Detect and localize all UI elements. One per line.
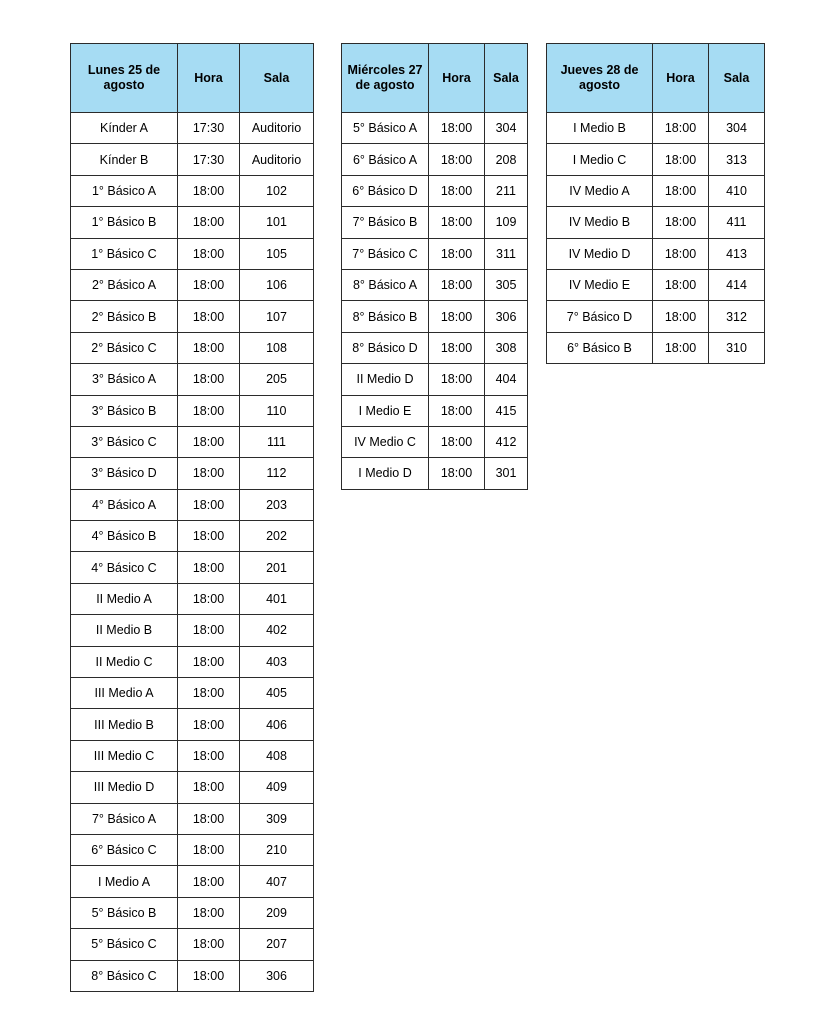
time-cell: 18:00: [178, 740, 240, 771]
table-row: [342, 301, 528, 332]
room-cell: 105: [240, 238, 314, 269]
time-cell: 18:00: [653, 269, 709, 300]
time-cell: 17:30: [178, 113, 240, 144]
table-row: [547, 175, 765, 206]
table-row: [342, 364, 528, 395]
room-cell: 310: [709, 332, 765, 363]
time-cell: 18:00: [429, 207, 485, 238]
table-header-row: [342, 44, 528, 113]
room-cell: 410: [709, 175, 765, 206]
course-cell: 8° Básico C: [71, 960, 178, 991]
room-cell: 412: [485, 426, 528, 457]
room-cell: 405: [240, 678, 314, 709]
room-cell: 208: [485, 144, 528, 175]
time-cell: 18:00: [653, 332, 709, 363]
table-row: [342, 426, 528, 457]
course-cell: I Medio D: [342, 458, 429, 489]
course-cell: 5° Básico A: [342, 113, 429, 144]
course-cell: III Medio A: [71, 678, 178, 709]
time-cell: 18:00: [178, 772, 240, 803]
room-cell: 407: [240, 866, 314, 897]
room-cell: 207: [240, 929, 314, 960]
table-row: [71, 458, 314, 489]
room-cell: 409: [240, 772, 314, 803]
time-cell: 18:00: [178, 175, 240, 206]
room-cell: 411: [709, 207, 765, 238]
course-cell: IV Medio D: [547, 238, 653, 269]
course-cell: I Medio C: [547, 144, 653, 175]
room-cell: 406: [240, 709, 314, 740]
room-cell: 108: [240, 332, 314, 363]
time-cell: 18:00: [178, 301, 240, 332]
time-cell: 18:00: [429, 332, 485, 363]
time-cell: 18:00: [429, 113, 485, 144]
table-row: [71, 332, 314, 363]
table-row: [547, 144, 765, 175]
room-cell: 304: [709, 113, 765, 144]
column-header-sala: Sala: [240, 44, 314, 113]
course-cell: 2° Básico A: [71, 269, 178, 300]
table-row: [342, 269, 528, 300]
course-cell: II Medio A: [71, 583, 178, 614]
room-cell: 309: [240, 803, 314, 834]
schedule-table-miercoles: [341, 43, 528, 490]
course-cell: 8° Básico B: [342, 301, 429, 332]
table-row: [547, 269, 765, 300]
column-header-day: Lunes 25 de agosto: [71, 44, 178, 113]
course-cell: 3° Básico B: [71, 395, 178, 426]
room-cell: 402: [240, 615, 314, 646]
course-cell: 6° Básico C: [71, 834, 178, 865]
time-cell: 18:00: [429, 238, 485, 269]
table-row: [71, 803, 314, 834]
table-row: [71, 583, 314, 614]
time-cell: 18:00: [653, 113, 709, 144]
time-cell: 18:00: [429, 144, 485, 175]
time-cell: 18:00: [429, 175, 485, 206]
room-cell: 203: [240, 489, 314, 520]
course-cell: 7° Básico D: [547, 301, 653, 332]
room-cell: 202: [240, 521, 314, 552]
table-row: [71, 269, 314, 300]
course-cell: IV Medio B: [547, 207, 653, 238]
room-cell: 306: [485, 301, 528, 332]
table-row: [71, 646, 314, 677]
table-row: [342, 144, 528, 175]
room-cell: 209: [240, 897, 314, 928]
room-cell: 205: [240, 364, 314, 395]
course-cell: 7° Básico C: [342, 238, 429, 269]
table-row: [71, 709, 314, 740]
time-cell: 18:00: [178, 646, 240, 677]
course-cell: 5° Básico B: [71, 897, 178, 928]
time-cell: 18:00: [178, 929, 240, 960]
table-header-row: [547, 44, 765, 113]
column-header-day: Jueves 28 de agosto: [547, 44, 653, 113]
course-cell: 3° Básico A: [71, 364, 178, 395]
time-cell: 18:00: [178, 364, 240, 395]
table-row: [71, 113, 314, 144]
course-cell: 5° Básico C: [71, 929, 178, 960]
time-cell: 18:00: [178, 552, 240, 583]
table-row: [547, 301, 765, 332]
room-cell: 313: [709, 144, 765, 175]
time-cell: 18:00: [178, 709, 240, 740]
time-cell: 18:00: [178, 458, 240, 489]
table-row: [71, 929, 314, 960]
course-cell: 1° Básico A: [71, 175, 178, 206]
room-cell: Auditorio: [240, 144, 314, 175]
room-cell: 210: [240, 834, 314, 865]
room-cell: 311: [485, 238, 528, 269]
table-row: [342, 175, 528, 206]
course-cell: II Medio D: [342, 364, 429, 395]
room-cell: 211: [485, 175, 528, 206]
table-row: [71, 772, 314, 803]
table-row: [342, 395, 528, 426]
room-cell: 413: [709, 238, 765, 269]
time-cell: 18:00: [429, 269, 485, 300]
table-row: [547, 113, 765, 144]
table-row: [71, 960, 314, 991]
time-cell: 18:00: [178, 207, 240, 238]
time-cell: 18:00: [178, 678, 240, 709]
table-row: [342, 207, 528, 238]
course-cell: 7° Básico A: [71, 803, 178, 834]
table-row: [71, 521, 314, 552]
time-cell: 18:00: [178, 960, 240, 991]
table-row: [71, 175, 314, 206]
time-cell: 18:00: [653, 207, 709, 238]
table-row: [342, 332, 528, 363]
room-cell: 312: [709, 301, 765, 332]
time-cell: 17:30: [178, 144, 240, 175]
table-row: [71, 301, 314, 332]
time-cell: 18:00: [653, 301, 709, 332]
room-cell: 306: [240, 960, 314, 991]
room-cell: Auditorio: [240, 113, 314, 144]
course-cell: 3° Básico D: [71, 458, 178, 489]
table-row: [71, 678, 314, 709]
room-cell: 415: [485, 395, 528, 426]
course-cell: 6° Básico A: [342, 144, 429, 175]
time-cell: 18:00: [178, 332, 240, 363]
room-cell: 305: [485, 269, 528, 300]
course-cell: 6° Básico D: [342, 175, 429, 206]
time-cell: 18:00: [178, 269, 240, 300]
course-cell: 1° Básico B: [71, 207, 178, 238]
column-header-hora: Hora: [653, 44, 709, 113]
table-row: [342, 238, 528, 269]
table-row: [547, 332, 765, 363]
table-row: [71, 866, 314, 897]
room-cell: 301: [485, 458, 528, 489]
column-header-sala: Sala: [485, 44, 528, 113]
column-header-hora: Hora: [429, 44, 485, 113]
time-cell: 18:00: [178, 615, 240, 646]
course-cell: 3° Básico C: [71, 426, 178, 457]
time-cell: 18:00: [178, 238, 240, 269]
time-cell: 18:00: [429, 364, 485, 395]
course-cell: 4° Básico B: [71, 521, 178, 552]
course-cell: 4° Básico A: [71, 489, 178, 520]
table-row: [71, 489, 314, 520]
course-cell: III Medio C: [71, 740, 178, 771]
table-row: [71, 740, 314, 771]
time-cell: 18:00: [178, 803, 240, 834]
course-cell: II Medio C: [71, 646, 178, 677]
time-cell: 18:00: [178, 521, 240, 552]
table-row: [547, 207, 765, 238]
table-header-row: [71, 44, 314, 113]
time-cell: 18:00: [178, 866, 240, 897]
course-cell: IV Medio C: [342, 426, 429, 457]
room-cell: 109: [485, 207, 528, 238]
time-cell: 18:00: [429, 426, 485, 457]
column-header-hora: Hora: [178, 44, 240, 113]
room-cell: 308: [485, 332, 528, 363]
table-row: [71, 552, 314, 583]
course-cell: Kínder B: [71, 144, 178, 175]
room-cell: 112: [240, 458, 314, 489]
room-cell: 102: [240, 175, 314, 206]
table-row: [71, 395, 314, 426]
room-cell: 304: [485, 113, 528, 144]
table-row: [71, 834, 314, 865]
schedule-table-lunes: [70, 43, 314, 992]
room-cell: 201: [240, 552, 314, 583]
room-cell: 107: [240, 301, 314, 332]
course-cell: I Medio E: [342, 395, 429, 426]
course-cell: IV Medio A: [547, 175, 653, 206]
course-cell: 1° Básico C: [71, 238, 178, 269]
room-cell: 110: [240, 395, 314, 426]
table-row: [71, 144, 314, 175]
room-cell: 414: [709, 269, 765, 300]
course-cell: 8° Básico D: [342, 332, 429, 363]
course-cell: 2° Básico C: [71, 332, 178, 363]
column-header-day: Miércoles 27 de agosto: [342, 44, 429, 113]
course-cell: I Medio A: [71, 866, 178, 897]
course-cell: I Medio B: [547, 113, 653, 144]
course-cell: 8° Básico A: [342, 269, 429, 300]
table-row: [71, 615, 314, 646]
time-cell: 18:00: [429, 395, 485, 426]
course-cell: III Medio D: [71, 772, 178, 803]
table-row: [71, 897, 314, 928]
course-cell: 6° Básico B: [547, 332, 653, 363]
time-cell: 18:00: [429, 301, 485, 332]
schedule-table-jueves: [546, 43, 765, 364]
column-header-sala: Sala: [709, 44, 765, 113]
table-row: [342, 113, 528, 144]
time-cell: 18:00: [178, 583, 240, 614]
table-row: [71, 238, 314, 269]
table-row: [71, 426, 314, 457]
time-cell: 18:00: [429, 458, 485, 489]
table-row: [342, 458, 528, 489]
course-cell: Kínder A: [71, 113, 178, 144]
time-cell: 18:00: [653, 238, 709, 269]
table-row: [547, 238, 765, 269]
room-cell: 101: [240, 207, 314, 238]
room-cell: 106: [240, 269, 314, 300]
table-row: [71, 364, 314, 395]
time-cell: 18:00: [178, 426, 240, 457]
table-row: [71, 207, 314, 238]
course-cell: 4° Básico C: [71, 552, 178, 583]
room-cell: 408: [240, 740, 314, 771]
time-cell: 18:00: [178, 897, 240, 928]
time-cell: 18:00: [653, 175, 709, 206]
course-cell: IV Medio E: [547, 269, 653, 300]
time-cell: 18:00: [178, 489, 240, 520]
room-cell: 403: [240, 646, 314, 677]
time-cell: 18:00: [653, 144, 709, 175]
course-cell: III Medio B: [71, 709, 178, 740]
time-cell: 18:00: [178, 395, 240, 426]
room-cell: 111: [240, 426, 314, 457]
course-cell: 7° Básico B: [342, 207, 429, 238]
room-cell: 404: [485, 364, 528, 395]
time-cell: 18:00: [178, 834, 240, 865]
room-cell: 401: [240, 583, 314, 614]
course-cell: 2° Básico B: [71, 301, 178, 332]
course-cell: II Medio B: [71, 615, 178, 646]
